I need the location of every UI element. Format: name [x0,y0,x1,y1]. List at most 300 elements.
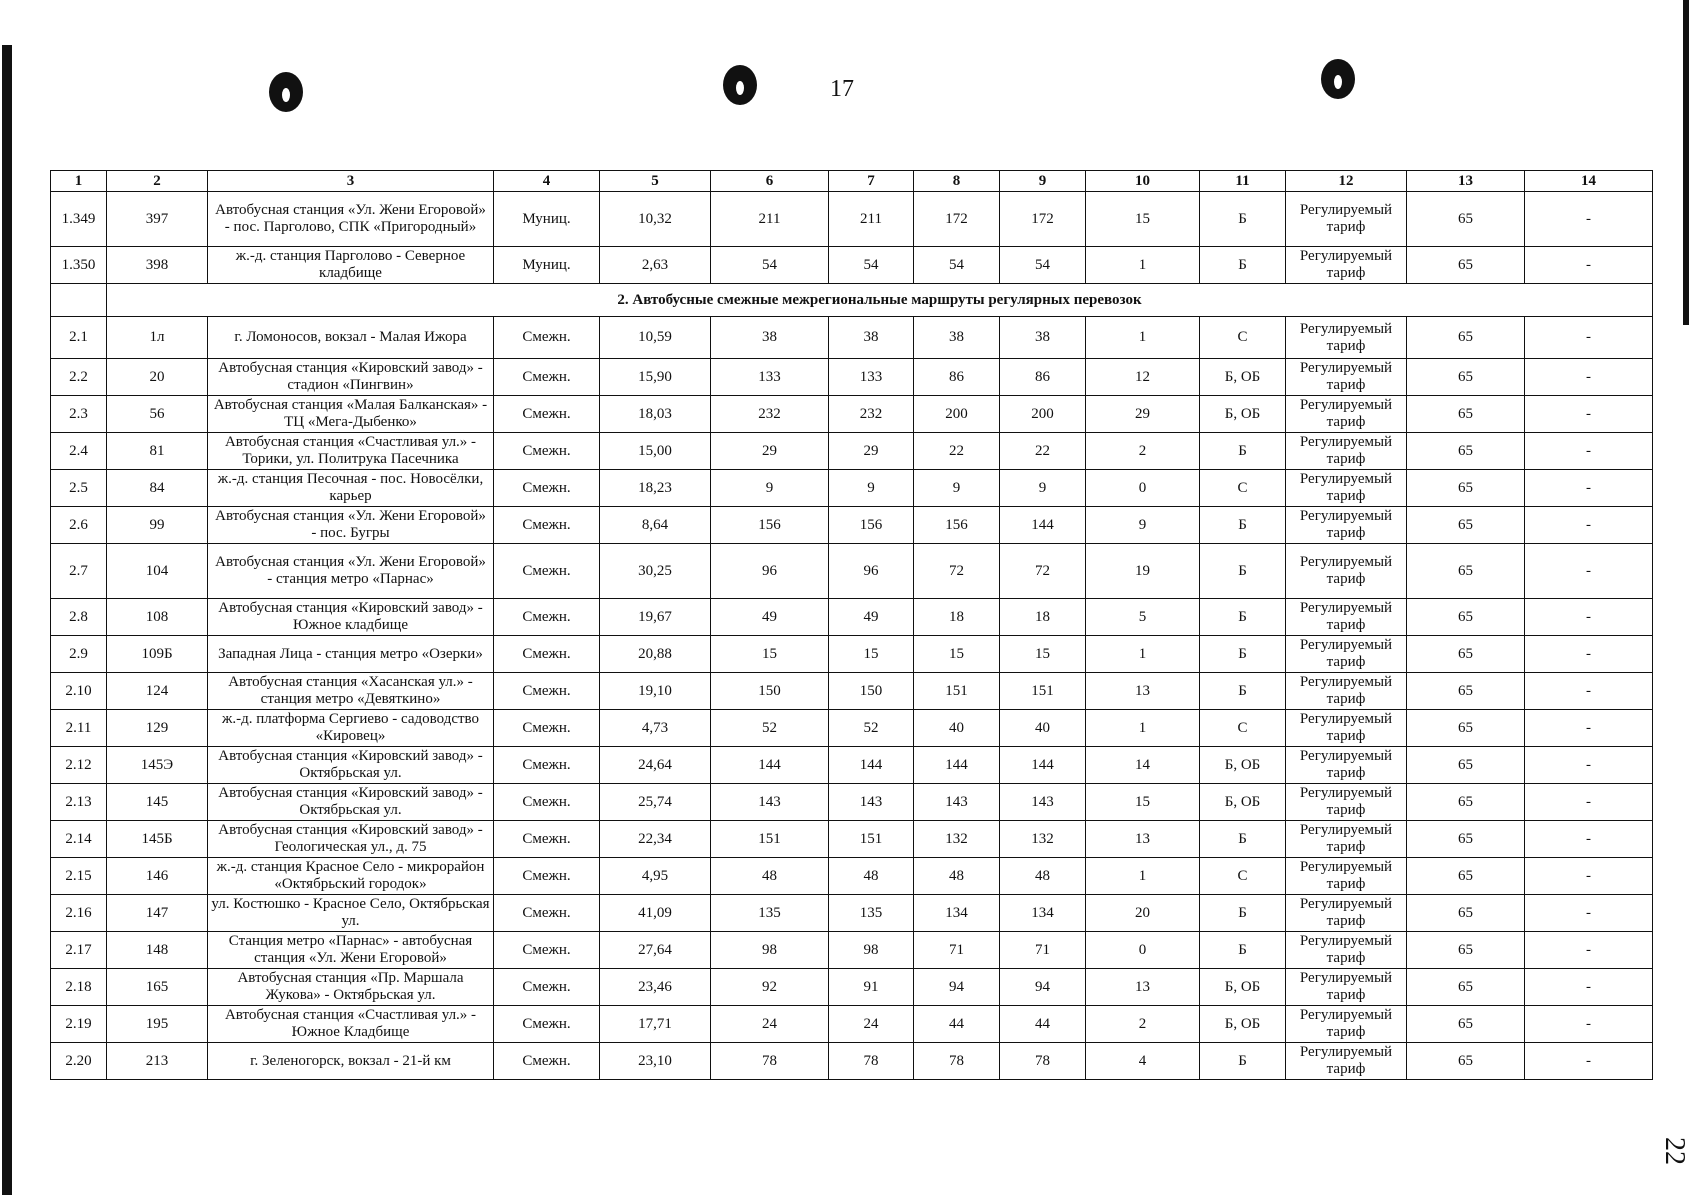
cell-c5: 22,34 [600,821,711,858]
cell-c6: 92 [711,969,829,1006]
table-row [51,710,1653,747]
cell-c7: 151 [829,821,914,858]
cell-c3: Автобусная станция «Кировский завод» - стадион «Пингвин» [208,359,494,396]
cell-c14: - [1525,247,1653,284]
column-header: 11 [1200,171,1286,192]
cell-c14: - [1525,599,1653,636]
cell-c11: Б [1200,932,1286,969]
cell-c13: 65 [1407,192,1525,247]
cell-c9: 15 [1000,636,1086,673]
cell-c5: 30,25 [600,544,711,599]
cell-c5: 19,67 [600,599,711,636]
cell-c1: 2.12 [51,747,107,784]
cell-c13: 65 [1407,317,1525,359]
cell-c2: 145Э [107,747,208,784]
side-page-number: 22 [1659,1137,1690,1165]
cell-c9: 72 [1000,544,1086,599]
cell-c14: - [1525,317,1653,359]
cell-c3: Автобусная станция «Ул. Жени Егоровой» - пос. Бугры [208,507,494,544]
cell-c10: 1 [1086,247,1200,284]
cell-c9: 172 [1000,192,1086,247]
cell-c13: 65 [1407,433,1525,470]
cell-c3: Автобусная станция «Хасанская ул.» - станция метро «Девяткино» [208,673,494,710]
cell-c3: ж.-д. станция Песочная - пос. Новосёлки, карьер [208,470,494,507]
cell-c10: 1 [1086,858,1200,895]
cell-c9: 200 [1000,396,1086,433]
cell-c12: Регулируемый тариф [1286,747,1407,784]
table-row [51,192,1653,247]
punch-hole-icon [723,65,757,105]
column-header: 4 [494,171,600,192]
cell-c5: 10,32 [600,192,711,247]
table-row [51,247,1653,284]
cell-c3: Автобусная станция «Ул. Жени Егоровой» - пос. Парголово, СПК «Пригородный» [208,192,494,247]
cell-c10: 1 [1086,636,1200,673]
cell-c1: 2.8 [51,599,107,636]
cell-c8: 172 [914,192,1000,247]
cell-c12: Регулируемый тариф [1286,710,1407,747]
cell-c8: 18 [914,599,1000,636]
cell-c11: Б, ОБ [1200,396,1286,433]
cell-c11: Б, ОБ [1200,1006,1286,1043]
cell-c6: 133 [711,359,829,396]
table-row [51,673,1653,710]
cell-c9: 134 [1000,895,1086,932]
cell-c12: Регулируемый тариф [1286,544,1407,599]
cell-c8: 151 [914,673,1000,710]
column-header: 5 [600,171,711,192]
cell-c4: Смежн. [494,932,600,969]
cell-c9: 22 [1000,433,1086,470]
cell-c6: 98 [711,932,829,969]
cell-c8: 22 [914,433,1000,470]
cell-c3: Западная Лица - станция метро «Озерки» [208,636,494,673]
cell-c11: Б [1200,895,1286,932]
cell-c4: Смежн. [494,599,600,636]
cell-c10: 15 [1086,192,1200,247]
cell-c5: 18,03 [600,396,711,433]
cell-c3: Автобусная станция «Кировский завод» - Геологическая ул., д. 75 [208,821,494,858]
cell-c5: 19,10 [600,673,711,710]
punch-hole-icon [269,72,303,112]
cell-c1: 2.2 [51,359,107,396]
cell-c3: Автобусная станция «Кировский завод» - Октябрьская ул. [208,747,494,784]
cell-c11: С [1200,858,1286,895]
cell-c10: 2 [1086,433,1200,470]
cell-c11: Б [1200,433,1286,470]
cell-c13: 65 [1407,932,1525,969]
cell-c1: 2.13 [51,784,107,821]
cell-c4: Смежн. [494,821,600,858]
table-row [51,858,1653,895]
cell-c9: 94 [1000,969,1086,1006]
cell-c6: 150 [711,673,829,710]
cell-c12: Регулируемый тариф [1286,433,1407,470]
cell-c9: 40 [1000,710,1086,747]
cell-c12: Регулируемый тариф [1286,359,1407,396]
cell-c10: 14 [1086,747,1200,784]
cell-c6: 52 [711,710,829,747]
cell-c7: 96 [829,544,914,599]
cell-c3: Автобусная станция «Кировский завод» - Южное кладбище [208,599,494,636]
cell-c5: 18,23 [600,470,711,507]
column-header: 12 [1286,171,1407,192]
column-header: 3 [208,171,494,192]
table-row [51,507,1653,544]
cell-c12: Регулируемый тариф [1286,192,1407,247]
cell-c7: 156 [829,507,914,544]
cell-c8: 54 [914,247,1000,284]
cell-c3: Автобусная станция «Ул. Жени Егоровой» - станция метро «Парнас» [208,544,494,599]
cell-c1: 2.1 [51,317,107,359]
cell-c10: 19 [1086,544,1200,599]
table-row [51,969,1653,1006]
cell-c10: 1 [1086,317,1200,359]
cell-c7: 54 [829,247,914,284]
cell-c13: 65 [1407,895,1525,932]
cell-c2: 1л [107,317,208,359]
cell-c5: 15,90 [600,359,711,396]
cell-c14: - [1525,636,1653,673]
cell-c7: 91 [829,969,914,1006]
cell-c12: Регулируемый тариф [1286,673,1407,710]
cell-c6: 135 [711,895,829,932]
cell-c3: Автобусная станция «Счастливая ул.» - Торики, ул. Политрука Пасечника [208,433,494,470]
cell-c13: 65 [1407,247,1525,284]
cell-c4: Смежн. [494,317,600,359]
cell-c12: Регулируемый тариф [1286,821,1407,858]
cell-c2: 104 [107,544,208,599]
cell-c6: 78 [711,1043,829,1080]
cell-c8: 40 [914,710,1000,747]
cell-c1: 2.15 [51,858,107,895]
cell-c10: 12 [1086,359,1200,396]
cell-c5: 10,59 [600,317,711,359]
cell-c6: 24 [711,1006,829,1043]
table-row [51,636,1653,673]
section-row [51,284,1653,317]
cell-c10: 20 [1086,895,1200,932]
cell-c14: - [1525,192,1653,247]
cell-c11: С [1200,710,1286,747]
cell-c8: 143 [914,784,1000,821]
cell-c13: 65 [1407,636,1525,673]
cell-c4: Смежн. [494,433,600,470]
column-header: 8 [914,171,1000,192]
section-empty-cell [51,284,107,317]
table-row [51,396,1653,433]
cell-c1: 2.10 [51,673,107,710]
cell-c8: 9 [914,470,1000,507]
cell-c4: Смежн. [494,1043,600,1080]
page-number: 17 [830,76,854,102]
cell-c13: 65 [1407,544,1525,599]
cell-c14: - [1525,359,1653,396]
cell-c5: 8,64 [600,507,711,544]
cell-c11: Б, ОБ [1200,359,1286,396]
cell-c7: 133 [829,359,914,396]
cell-c14: - [1525,784,1653,821]
cell-c10: 1 [1086,710,1200,747]
cell-c1: 2.19 [51,1006,107,1043]
cell-c2: 146 [107,858,208,895]
cell-c3: Автобусная станция «Счастливая ул.» - Южное Кладбище [208,1006,494,1043]
cell-c14: - [1525,396,1653,433]
scan-edge-left [2,45,12,1195]
cell-c9: 144 [1000,747,1086,784]
cell-c2: 20 [107,359,208,396]
cell-c14: - [1525,673,1653,710]
table-row [51,433,1653,470]
cell-c5: 27,64 [600,932,711,969]
cell-c12: Регулируемый тариф [1286,247,1407,284]
cell-c7: 52 [829,710,914,747]
cell-c4: Смежн. [494,747,600,784]
cell-c4: Смежн. [494,507,600,544]
cell-c14: - [1525,932,1653,969]
cell-c11: Б [1200,821,1286,858]
cell-c11: Б [1200,247,1286,284]
cell-c5: 41,09 [600,895,711,932]
cell-c3: ул. Костюшко - Красное Село, Октябрьская ул. [208,895,494,932]
cell-c2: 84 [107,470,208,507]
cell-c13: 65 [1407,784,1525,821]
cell-c9: 38 [1000,317,1086,359]
table-row [51,470,1653,507]
cell-c2: 56 [107,396,208,433]
cell-c3: Автобусная станция «Кировский завод» - Октябрьская ул. [208,784,494,821]
cell-c8: 38 [914,317,1000,359]
cell-c9: 54 [1000,247,1086,284]
column-header: 6 [711,171,829,192]
cell-c9: 86 [1000,359,1086,396]
column-header: 7 [829,171,914,192]
cell-c12: Регулируемый тариф [1286,317,1407,359]
cell-c1: 2.16 [51,895,107,932]
cell-c1: 2.5 [51,470,107,507]
cell-c2: 145 [107,784,208,821]
cell-c11: Б [1200,507,1286,544]
cell-c14: - [1525,544,1653,599]
cell-c12: Регулируемый тариф [1286,969,1407,1006]
cell-c9: 132 [1000,821,1086,858]
cell-c5: 17,71 [600,1006,711,1043]
table-row [51,1006,1653,1043]
cell-c6: 211 [711,192,829,247]
cell-c3: ж.-д. станция Парголово - Северное кладбище [208,247,494,284]
cell-c14: - [1525,1043,1653,1080]
cell-c1: 1.350 [51,247,107,284]
cell-c7: 232 [829,396,914,433]
section-title: 2. Автобусные смежные межрегиональные маршруты регулярных перевозок [107,284,1653,317]
cell-c2: 213 [107,1043,208,1080]
cell-c7: 9 [829,470,914,507]
cell-c12: Регулируемый тариф [1286,599,1407,636]
table-row [51,359,1653,396]
cell-c2: 108 [107,599,208,636]
cell-c12: Регулируемый тариф [1286,784,1407,821]
cell-c8: 78 [914,1043,1000,1080]
cell-c14: - [1525,895,1653,932]
cell-c9: 9 [1000,470,1086,507]
cell-c7: 143 [829,784,914,821]
cell-c13: 65 [1407,821,1525,858]
cell-c5: 23,46 [600,969,711,1006]
cell-c14: - [1525,433,1653,470]
cell-c8: 132 [914,821,1000,858]
cell-c10: 5 [1086,599,1200,636]
cell-c11: Б [1200,636,1286,673]
cell-c5: 15,00 [600,433,711,470]
cell-c4: Смежн. [494,544,600,599]
cell-c12: Регулируемый тариф [1286,507,1407,544]
cell-c11: С [1200,470,1286,507]
cell-c4: Смежн. [494,673,600,710]
cell-c7: 49 [829,599,914,636]
cell-c6: 143 [711,784,829,821]
table-row [51,747,1653,784]
cell-c9: 44 [1000,1006,1086,1043]
cell-c3: Автобусная станция «Пр. Маршала Жукова» - Октябрьская ул. [208,969,494,1006]
cell-c14: - [1525,470,1653,507]
cell-c11: С [1200,317,1286,359]
cell-c8: 48 [914,858,1000,895]
cell-c13: 65 [1407,710,1525,747]
cell-c12: Регулируемый тариф [1286,932,1407,969]
cell-c10: 4 [1086,1043,1200,1080]
cell-c3: ж.-д. станция Красное Село - микрорайон «Октябрьский городок» [208,858,494,895]
cell-c12: Регулируемый тариф [1286,470,1407,507]
cell-c6: 49 [711,599,829,636]
cell-c4: Муниц. [494,192,600,247]
cell-c14: - [1525,507,1653,544]
cell-c1: 2.6 [51,507,107,544]
cell-c10: 13 [1086,821,1200,858]
cell-c13: 65 [1407,969,1525,1006]
table-row [51,317,1653,359]
cell-c10: 15 [1086,784,1200,821]
column-header: 13 [1407,171,1525,192]
cell-c8: 200 [914,396,1000,433]
table-row [51,544,1653,599]
cell-c7: 98 [829,932,914,969]
table-row [51,1043,1653,1080]
cell-c3: г. Ломоносов, вокзал - Малая Ижора [208,317,494,359]
column-header: 2 [107,171,208,192]
cell-c10: 0 [1086,470,1200,507]
cell-c8: 72 [914,544,1000,599]
cell-c4: Муниц. [494,247,600,284]
cell-c6: 29 [711,433,829,470]
cell-c12: Регулируемый тариф [1286,895,1407,932]
cell-c3: г. Зеленогорск, вокзал - 21-й км [208,1043,494,1080]
cell-c8: 15 [914,636,1000,673]
cell-c5: 20,88 [600,636,711,673]
cell-c4: Смежн. [494,636,600,673]
cell-c13: 65 [1407,858,1525,895]
cell-c7: 150 [829,673,914,710]
table-row [51,932,1653,969]
table-row [51,895,1653,932]
cell-c12: Регулируемый тариф [1286,1043,1407,1080]
cell-c6: 151 [711,821,829,858]
cell-c14: - [1525,710,1653,747]
cell-c9: 18 [1000,599,1086,636]
cell-c3: Автобусная станция «Малая Балканская» - ТЦ «Мега-Дыбенко» [208,396,494,433]
cell-c5: 4,95 [600,858,711,895]
cell-c3: Станция метро «Парнас» - автобусная станция «Ул. Жени Егоровой» [208,932,494,969]
cell-c6: 38 [711,317,829,359]
cell-c13: 65 [1407,673,1525,710]
cell-c14: - [1525,747,1653,784]
cell-c8: 156 [914,507,1000,544]
cell-c2: 99 [107,507,208,544]
cell-c1: 2.9 [51,636,107,673]
cell-c5: 25,74 [600,784,711,821]
cell-c1: 2.7 [51,544,107,599]
column-header: 1 [51,171,107,192]
cell-c2: 195 [107,1006,208,1043]
cell-c10: 13 [1086,969,1200,1006]
cell-c6: 232 [711,396,829,433]
cell-c9: 71 [1000,932,1086,969]
cell-c6: 54 [711,247,829,284]
cell-c7: 24 [829,1006,914,1043]
cell-c1: 2.14 [51,821,107,858]
cell-c9: 78 [1000,1043,1086,1080]
table-header-row [51,171,1653,192]
cell-c10: 2 [1086,1006,1200,1043]
cell-c4: Смежн. [494,969,600,1006]
cell-c12: Регулируемый тариф [1286,858,1407,895]
cell-c5: 4,73 [600,710,711,747]
cell-c10: 0 [1086,932,1200,969]
cell-c10: 13 [1086,673,1200,710]
cell-c2: 129 [107,710,208,747]
cell-c7: 29 [829,433,914,470]
cell-c6: 48 [711,858,829,895]
cell-c12: Регулируемый тариф [1286,396,1407,433]
cell-c10: 9 [1086,507,1200,544]
cell-c14: - [1525,969,1653,1006]
cell-c8: 71 [914,932,1000,969]
cell-c2: 145Б [107,821,208,858]
cell-c11: Б [1200,599,1286,636]
cell-c11: Б, ОБ [1200,784,1286,821]
cell-c6: 96 [711,544,829,599]
cell-c8: 134 [914,895,1000,932]
cell-c13: 65 [1407,747,1525,784]
cell-c8: 44 [914,1006,1000,1043]
cell-c6: 144 [711,747,829,784]
cell-c7: 15 [829,636,914,673]
cell-c11: Б, ОБ [1200,747,1286,784]
cell-c1: 2.20 [51,1043,107,1080]
cell-c1: 2.3 [51,396,107,433]
cell-c4: Смежн. [494,359,600,396]
cell-c7: 38 [829,317,914,359]
cell-c2: 165 [107,969,208,1006]
cell-c4: Смежн. [494,784,600,821]
cell-c7: 135 [829,895,914,932]
routes-table [50,170,1653,1080]
cell-c3: ж.-д. платформа Сергиево - садоводство «Кировец» [208,710,494,747]
cell-c11: Б [1200,1043,1286,1080]
cell-c2: 147 [107,895,208,932]
cell-c6: 156 [711,507,829,544]
cell-c7: 78 [829,1043,914,1080]
cell-c1: 2.11 [51,710,107,747]
